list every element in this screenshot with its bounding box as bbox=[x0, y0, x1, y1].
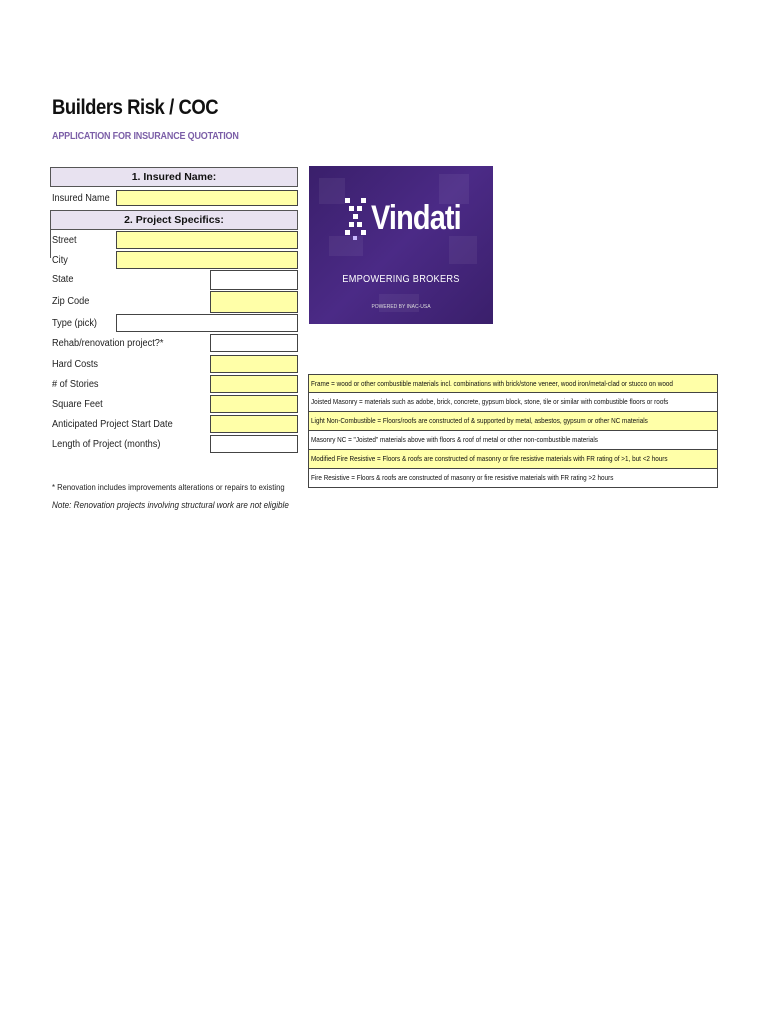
vindati-logo bbox=[309, 166, 493, 324]
street-field[interactable] bbox=[116, 231, 298, 249]
city-field[interactable] bbox=[116, 251, 298, 269]
label-zip: Zip Code bbox=[52, 296, 90, 307]
label-city: City bbox=[52, 255, 68, 266]
page-title: Builders Risk / COC bbox=[52, 96, 219, 119]
label-stories: # of Stories bbox=[52, 379, 99, 390]
construction-row-masonry-nc: Masonry NC = "Joisted" materials above with floors & roof of metal or other non-combustible materials bbox=[308, 431, 718, 450]
state-field[interactable] bbox=[210, 270, 298, 290]
construction-row-modified-fr: Modified Fire Resistive = Floors & roofs are constructed of masonry or fire resistive materials with FR rating of >1, but <2 hours bbox=[308, 450, 718, 469]
rehab-select[interactable] bbox=[210, 334, 298, 352]
construction-row-fire-resistive: Fire Resistive = Floors & roofs are constructed of masonry or fire resistive materials with FR rating >2 hours bbox=[308, 469, 718, 488]
label-rehab: Rehab/renovation project?* bbox=[52, 338, 164, 349]
construction-row-joisted-masonry: Joisted Masonry = materials such as adobe, brick, concrete, gypsum block, stone, tile or similar with combustible floors or roofs bbox=[308, 393, 718, 412]
start-date-field[interactable] bbox=[210, 415, 298, 433]
page-subtitle: APPLICATION FOR INSURANCE QUOTATION bbox=[52, 131, 239, 142]
divider bbox=[50, 229, 51, 258]
label-street: Street bbox=[52, 235, 77, 246]
length-field[interactable] bbox=[210, 435, 298, 453]
label-square-feet: Square Feet bbox=[52, 399, 103, 410]
label-start-date: Anticipated Project Start Date bbox=[52, 419, 173, 430]
pixel-x-icon bbox=[343, 196, 369, 244]
stories-field[interactable] bbox=[210, 375, 298, 393]
logo-wordmark: Vindati bbox=[371, 199, 461, 237]
structural-note: Note: Renovation projects involving structural work are not eligible bbox=[52, 500, 289, 510]
label-insured-name: Insured Name bbox=[52, 193, 110, 204]
section-heading-project: 2. Project Specifics: bbox=[50, 210, 298, 230]
insured-name-field[interactable] bbox=[116, 190, 298, 206]
zip-code-field[interactable] bbox=[210, 291, 298, 313]
square-feet-field[interactable] bbox=[210, 395, 298, 413]
section-heading-insured: 1. Insured Name: bbox=[50, 167, 298, 187]
type-select[interactable] bbox=[116, 314, 298, 332]
construction-row-light-nc: Light Non-Combustible = Floors/roofs are constructed of & supported by metal, asbestos, gypsum or other NC materials bbox=[308, 412, 718, 431]
logo-tagline: EMPOWERING BROKERS bbox=[342, 274, 460, 285]
label-type: Type (pick) bbox=[52, 318, 97, 329]
label-length: Length of Project (months) bbox=[52, 439, 161, 450]
hard-costs-field[interactable] bbox=[210, 355, 298, 373]
construction-row-frame: Frame = wood or other combustible materials incl. combinations with brick/stone veneer, wood iron/metal-clad or stucco on wood bbox=[308, 374, 718, 393]
logo-powered-by: POWERED BY INAC-USA bbox=[371, 304, 431, 310]
label-hard-costs: Hard Costs bbox=[52, 359, 99, 370]
label-state: State bbox=[52, 274, 74, 285]
renovation-note: * Renovation includes improvements alterations or repairs to existing bbox=[52, 482, 285, 492]
construction-types-table bbox=[308, 374, 718, 488]
